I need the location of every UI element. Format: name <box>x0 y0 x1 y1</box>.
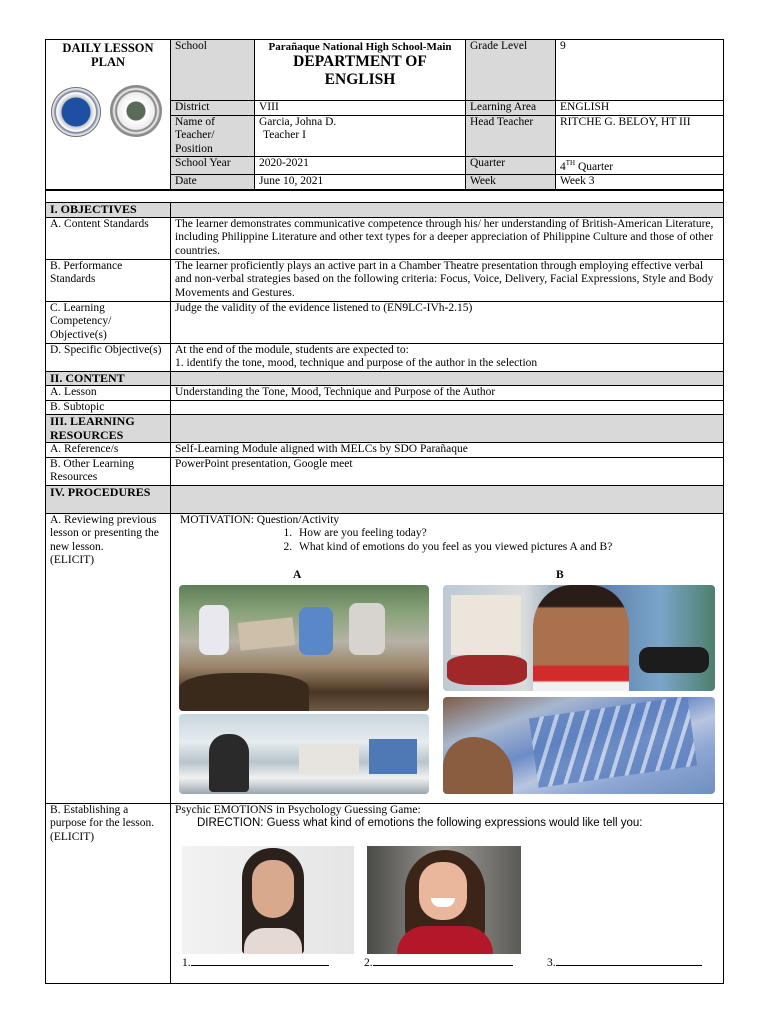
burial-scene-image <box>179 585 429 711</box>
sad-face-image <box>182 846 354 954</box>
title-cell <box>46 40 171 190</box>
content-standards-label: A. Content Standards <box>46 217 171 259</box>
specific-objectives-label: D. Specific Objective(s) <box>46 343 171 371</box>
grade-value: 9 <box>556 40 724 101</box>
lesson-text: Understanding the Tone, Mood, Technique and Purpose of the Author <box>171 386 724 401</box>
reference-label: A. Reference/s <box>46 443 171 458</box>
area-label: Learning Area <box>466 101 556 116</box>
question-2: 2. What kind of emotions do you feel as you viewed pictures A and B? <box>295 541 719 555</box>
motivation-cell <box>171 513 724 803</box>
procedures-heading-fill <box>171 485 724 513</box>
school-seal-logo <box>110 85 162 137</box>
teacher-name: Garcia, Johna D. <box>259 115 337 128</box>
motivation-questions <box>175 527 719 554</box>
school-cell <box>255 40 466 101</box>
document-title: DAILY LESSON PLAN <box>62 41 154 69</box>
picture-b-label: B <box>556 568 564 581</box>
quarter-value <box>556 157 724 175</box>
other-resources-label: B. Other Learning Resources <box>46 457 171 485</box>
objectives-heading-fill <box>171 203 724 218</box>
resources-heading-fill <box>171 415 724 443</box>
answer-blank-3[interactable] <box>547 957 702 971</box>
content-heading: II. CONTENT <box>46 371 171 386</box>
specific-objectives-intro: At the end of the module, students are expected to: <box>175 343 409 356</box>
performance-standards-text: The learner proficiently plays an active part in a Chamber Theatre presentation through employing effective verbal and non-verbal strategies based on the following criteria: Focus, Voice, Delivery, Facial Expressions, Style and Body Movements and Gestures. <box>171 259 724 301</box>
happy-face-image <box>367 846 521 954</box>
luxury-collage-image <box>443 585 715 691</box>
quarter-label: Quarter <box>466 157 556 175</box>
answer-blank-1[interactable] <box>182 957 329 971</box>
purpose-label: B. Establishing a purpose for the lesson. <box>50 803 155 830</box>
week-label: Week <box>466 175 556 190</box>
purpose-tag: (ELICIT) <box>50 830 95 843</box>
reference-text: Self-Learning Module aligned with MELCs by SDO Parañaque <box>171 443 724 458</box>
content-standards-text: The learner demonstrates communicative competence through his/ her understanding of British-American Literature, including Philippine Literature and other text types for a deeper appreciation of Philippine Culture and those of other countries. <box>171 217 724 259</box>
resources-heading: III. LEARNING RESOURCES <box>46 415 171 443</box>
school-name: Parañaque National High School-Main <box>268 41 452 53</box>
quarter-suffix: TH <box>565 159 576 167</box>
head-teacher-label: Head Teacher <box>466 115 556 157</box>
lesson-label: A. Lesson <box>46 386 171 401</box>
date-value: June 10, 2021 <box>255 175 466 190</box>
date-label: Date <box>171 175 255 190</box>
deped-seal-logo <box>51 87 101 137</box>
area-value: ENGLISH <box>556 101 724 116</box>
subtopic-label: B. Subtopic <box>46 400 171 415</box>
game-title: Psychic EMOTIONS in Psychology Guessing Game: <box>175 803 421 816</box>
motivation-title: MOTIVATION: Question/Activity <box>180 513 340 526</box>
answer-blank-2[interactable] <box>364 957 513 971</box>
objectives-heading: I. OBJECTIVES <box>46 203 171 218</box>
department-name: DEPARTMENT OF ENGLISH <box>293 53 427 88</box>
learning-competency-label: C. Learning Competency/ Objective(s) <box>46 301 171 343</box>
school-label: School <box>171 40 255 101</box>
head-teacher-value: RITCHE G. BELOY, HT III <box>556 115 724 157</box>
guessing-game-cell <box>171 803 724 983</box>
lesson-plan-document <box>45 39 723 984</box>
body-table <box>45 190 724 984</box>
procedures-heading: IV. PROCEDURES <box>46 485 171 513</box>
teacher-position: Teacher I <box>263 129 306 141</box>
spacer-row <box>46 191 724 203</box>
learning-competency-text: Judge the validity of the evidence listened to (EN9LC-IVh-2.15) <box>171 301 724 343</box>
picture-a-label: A <box>293 568 302 581</box>
answer-number-2: 2. <box>364 956 373 969</box>
quarter-word: Quarter <box>575 160 614 173</box>
answer-number-3: 3. <box>547 956 556 969</box>
specific-objectives-cell <box>171 343 724 371</box>
question-1: 1. How are you feeling today? <box>295 527 719 541</box>
hospital-ward-image <box>179 714 429 794</box>
review-label: A. Reviewing previous lesson or presenting the new lesson. <box>50 513 159 553</box>
school-year-value: 2020-2021 <box>255 157 466 175</box>
teacher-cell <box>255 115 466 157</box>
subtopic-text <box>171 400 724 415</box>
review-tag: (ELICIT) <box>50 554 95 567</box>
district-label: District <box>171 101 255 116</box>
school-year-label: School Year <box>171 157 255 175</box>
content-heading-fill <box>171 371 724 386</box>
grade-label: Grade Level <box>466 40 556 101</box>
purpose-label-cell <box>46 803 171 983</box>
week-value: Week 3 <box>556 175 724 190</box>
game-direction: DIRECTION: Guess what kind of emotions the following expressions would like tell you: <box>197 817 643 830</box>
quarter-number: 4 <box>560 160 566 173</box>
district-value: VIII <box>255 101 466 116</box>
performance-standards-label: B. Performance Standards <box>46 259 171 301</box>
money-bills-image <box>443 697 715 794</box>
answer-number-1: 1. <box>182 956 191 969</box>
specific-objective-1: 1. identify the tone, mood, technique and purpose of the author in the selection <box>175 357 538 370</box>
other-resources-text: PowerPoint presentation, Google meet <box>171 457 724 485</box>
teacher-label: Name of Teacher/ Position <box>171 115 255 157</box>
review-label-cell <box>46 513 171 803</box>
header-table <box>45 39 724 190</box>
